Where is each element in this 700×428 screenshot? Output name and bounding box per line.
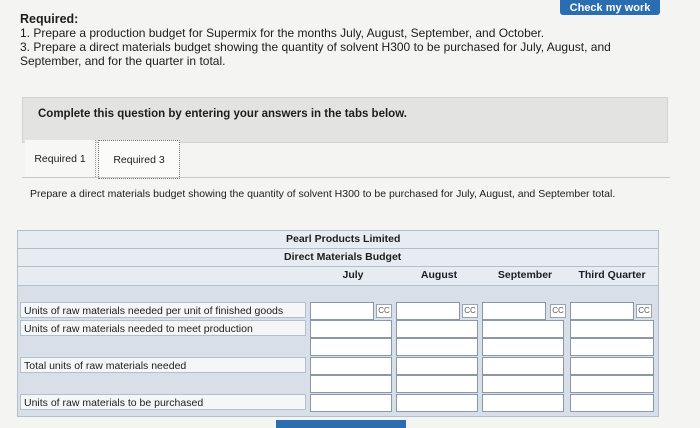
col-header-august: August [420, 269, 458, 281]
input-quarter-r1[interactable] [570, 302, 634, 320]
check-my-work-button[interactable]: Check my work [560, 0, 660, 15]
input-august-r6[interactable] [396, 394, 478, 412]
header-divider [18, 248, 658, 249]
row-label-total-units-needed: Total units of raw materials needed [20, 357, 306, 373]
instructions [22, 177, 670, 218]
input-quarter-r6[interactable] [570, 394, 654, 412]
requirement-3: 3. Prepare a direct materials budget showing the quantity of solvent H300 to be purchased for July, August, and September, and for the quarter in total. [20, 40, 611, 68]
header-divider [18, 266, 658, 267]
input-september-r2[interactable] [482, 320, 564, 338]
header-divider [18, 285, 658, 286]
input-august-r1[interactable] [396, 302, 460, 320]
direct-materials-budget-table [17, 230, 659, 417]
input-july-r1[interactable] [310, 302, 374, 320]
tab-required-3[interactable]: Required 3 [98, 140, 180, 179]
input-july-r2[interactable] [310, 320, 392, 338]
tab-required-1[interactable]: Required 1 [25, 140, 96, 177]
col-header-third-quarter: Third Quarter [578, 269, 646, 281]
cc-quarter-r1[interactable]: CC [636, 304, 652, 318]
budget-title: Direct Materials Budget [284, 251, 402, 263]
row-label-units-for-production: Units of raw materials needed to meet production [20, 320, 306, 336]
input-september-r1[interactable] [482, 302, 546, 320]
col-header-september: September [497, 269, 553, 281]
requirement-1: 1. Prepare a production budget for Supermix for the months July, August, September, and October. [20, 26, 545, 40]
input-august-r2[interactable] [396, 320, 478, 338]
instruction-banner [22, 97, 668, 143]
input-july-r3[interactable] [310, 338, 392, 356]
instructions-text: Prepare a direct materials budget showing the quantity of solvent H300 to be purchased for July, August, and September total. [30, 188, 616, 200]
input-july-r6[interactable] [310, 394, 392, 412]
input-quarter-r2[interactable] [570, 320, 654, 338]
input-quarter-r3[interactable] [570, 338, 654, 356]
input-september-r6[interactable] [482, 394, 564, 412]
footer-button-edge[interactable] [276, 420, 406, 428]
required-heading: Required: [20, 12, 79, 26]
cc-july-r1[interactable]: CC [376, 304, 392, 318]
col-header-july: July [342, 269, 364, 281]
input-august-r3[interactable] [396, 338, 478, 356]
input-september-r3[interactable] [482, 338, 564, 356]
cc-august-r1[interactable]: CC [462, 304, 478, 318]
row-label-units-to-purchase: Units of raw materials to be purchased [20, 394, 306, 410]
cc-september-r1[interactable]: CC [550, 304, 566, 318]
input-july-r5[interactable] [310, 375, 392, 393]
banner-text: Complete this question by entering your answers in the tabs below. [38, 108, 407, 120]
input-september-r5[interactable] [482, 375, 564, 393]
input-august-r5[interactable] [396, 375, 478, 393]
input-july-r4[interactable] [310, 357, 392, 375]
row-label-units-per-unit: Units of raw materials needed per unit of finished goods [20, 302, 306, 318]
input-september-r4[interactable] [482, 357, 564, 375]
input-august-r4[interactable] [396, 357, 478, 375]
input-quarter-r5[interactable] [570, 375, 654, 393]
input-quarter-r4[interactable] [570, 357, 654, 375]
company-name: Pearl Products Limited [286, 233, 401, 245]
